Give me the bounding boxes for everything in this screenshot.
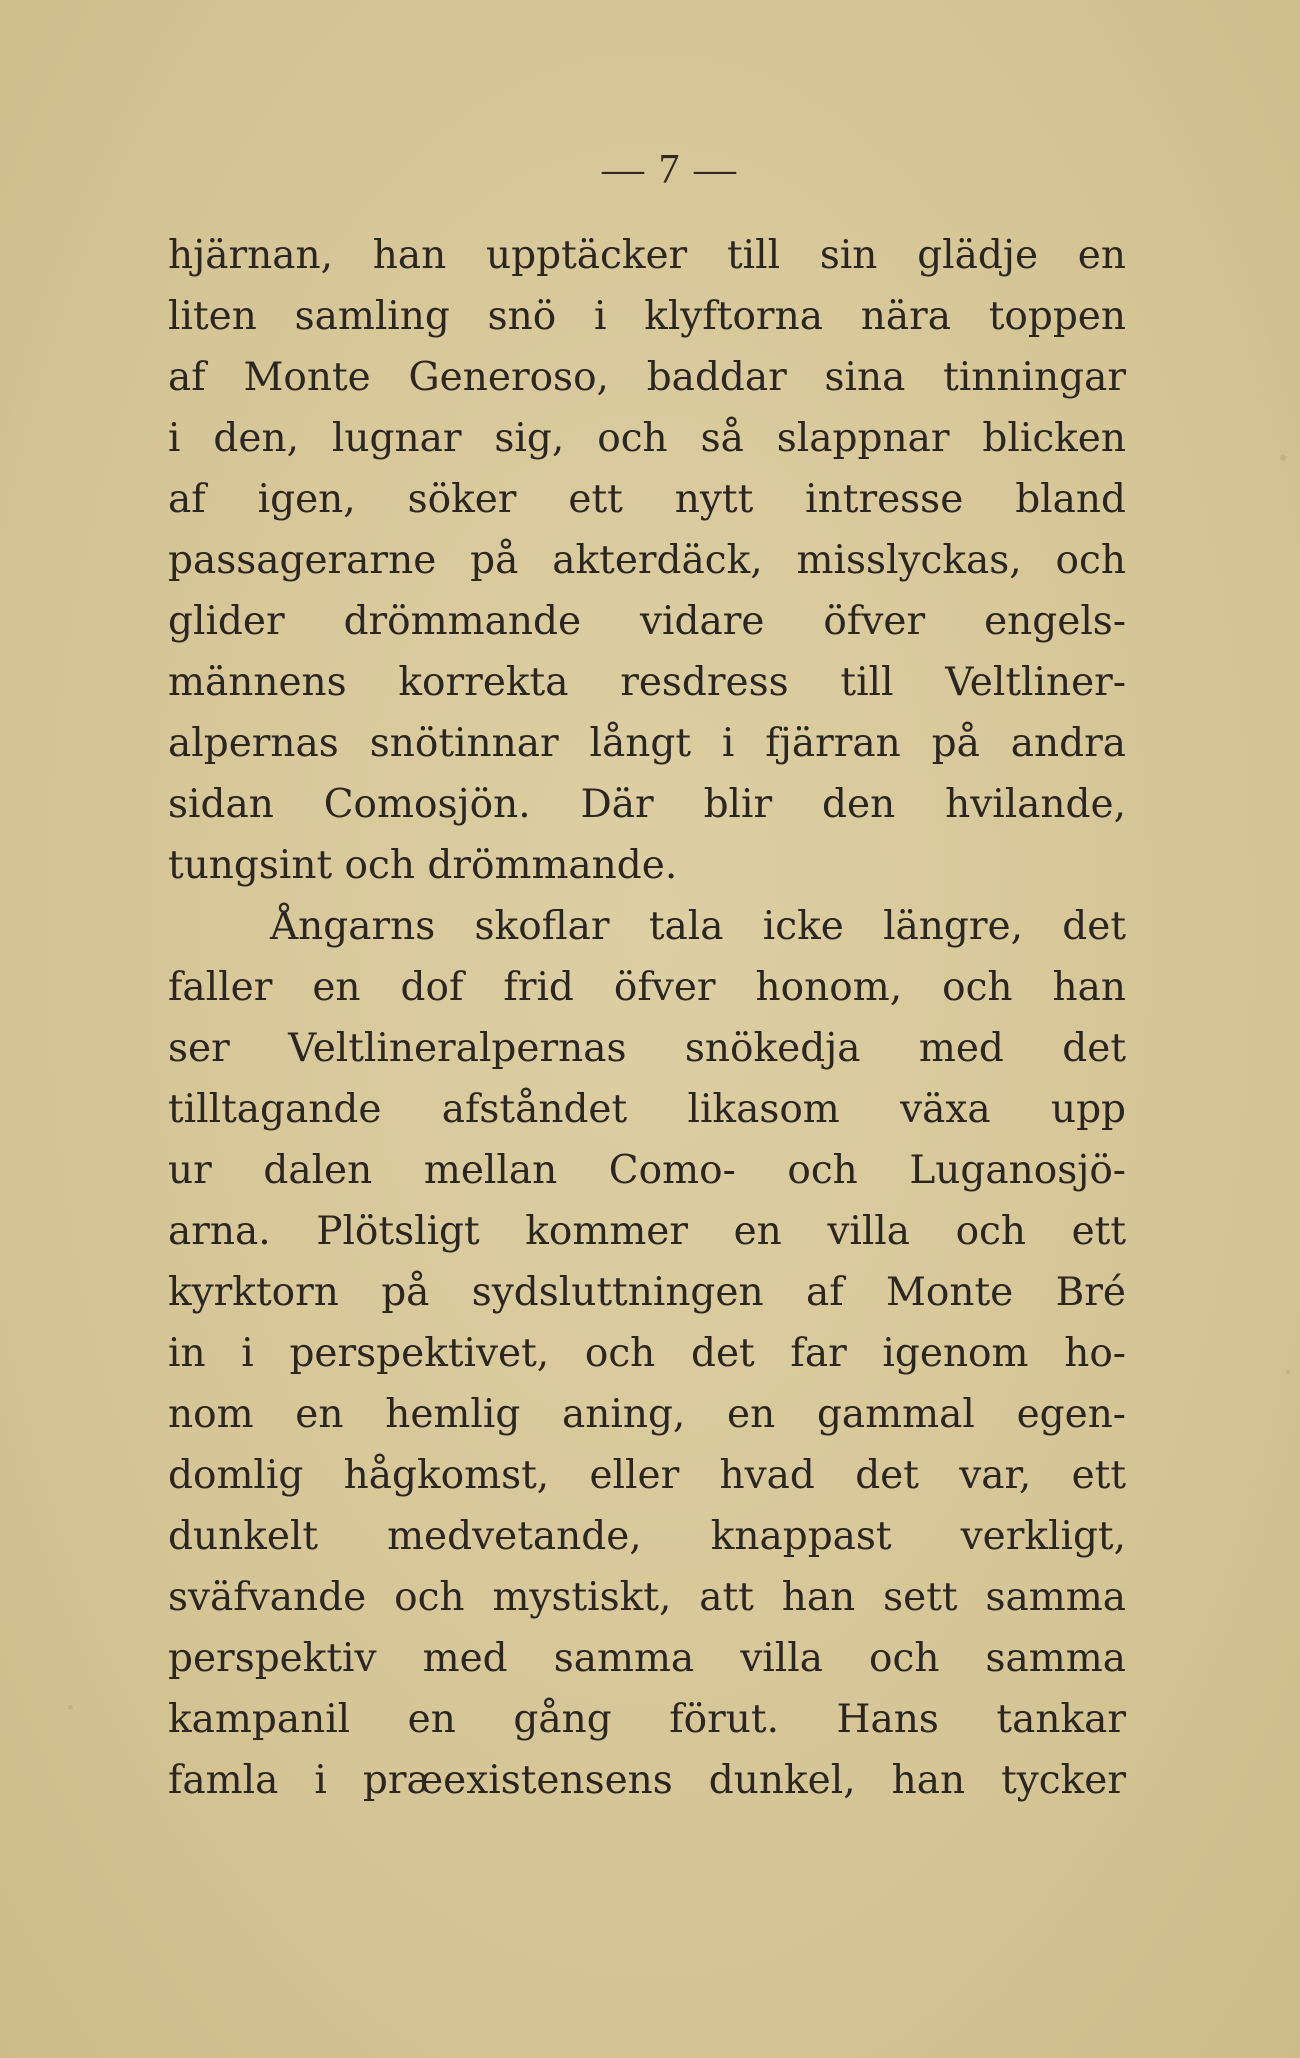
text-line: ur dalen mellan Como- och Luganosjö- (168, 1148, 1126, 1193)
text-line: Ångarns skoflar tala icke längre, det (270, 904, 1126, 949)
text-line: tilltagande afståndet likasom växa upp (168, 1087, 1126, 1132)
text-line: in i perspektivet, och det far igenom ho- (168, 1331, 1126, 1376)
text-line: tungsint och drömmande. (168, 843, 678, 888)
text-line: kampanil en gång förut. Hans tankar (168, 1697, 1126, 1742)
text-line: liten samling snö i klyftorna nära toppen (168, 294, 1126, 339)
page-number: — 7 — (602, 147, 738, 193)
text-line: af igen, söker ett nytt intresse bland (168, 477, 1126, 522)
text-line: ser Veltlineralpernas snökedja med det (168, 1026, 1126, 1071)
text-line: passagerarne på akterdäck, misslyckas, och (168, 538, 1126, 583)
text-line: dunkelt medvetande, knappast verkligt, (168, 1514, 1126, 1559)
body-text (168, 225, 1126, 1811)
text-line: glider drömmande vidare öfver engels- (168, 599, 1126, 644)
text-line: i den, lugnar sig, och så slappnar blicken (168, 416, 1126, 461)
paper-speck (68, 1705, 73, 1710)
text-line: famla i præexistensens dunkel, han tycker (168, 1758, 1126, 1803)
text-line: männens korrekta resdress till Veltliner- (168, 660, 1126, 705)
text-line: faller en dof frid öfver honom, och han (168, 965, 1126, 1010)
text-line: sväfvande och mystiskt, att han sett samma (168, 1575, 1126, 1620)
paper-speck (1286, 1370, 1290, 1374)
text-line: domlig hågkomst, eller hvad det var, ett (168, 1453, 1126, 1498)
text-line: af Monte Generoso, baddar sina tinningar (168, 355, 1126, 400)
text-line: nom en hemlig aning, en gammal egen- (168, 1392, 1126, 1437)
text-line: hjärnan, han upptäcker till sin glädje en (168, 233, 1126, 278)
text-line: sidan Comosjön. Där blir den hvilande, (168, 782, 1126, 827)
text-line: arna. Plötsligt kommer en villa och ett (168, 1209, 1126, 1254)
paper-speck (1280, 455, 1286, 461)
text-line: kyrktorn på sydsluttningen af Monte Bré (168, 1270, 1126, 1315)
text-line: perspektiv med samma villa och samma (168, 1636, 1126, 1681)
text-line: alpernas snötinnar långt i fjärran på andra (168, 721, 1126, 766)
